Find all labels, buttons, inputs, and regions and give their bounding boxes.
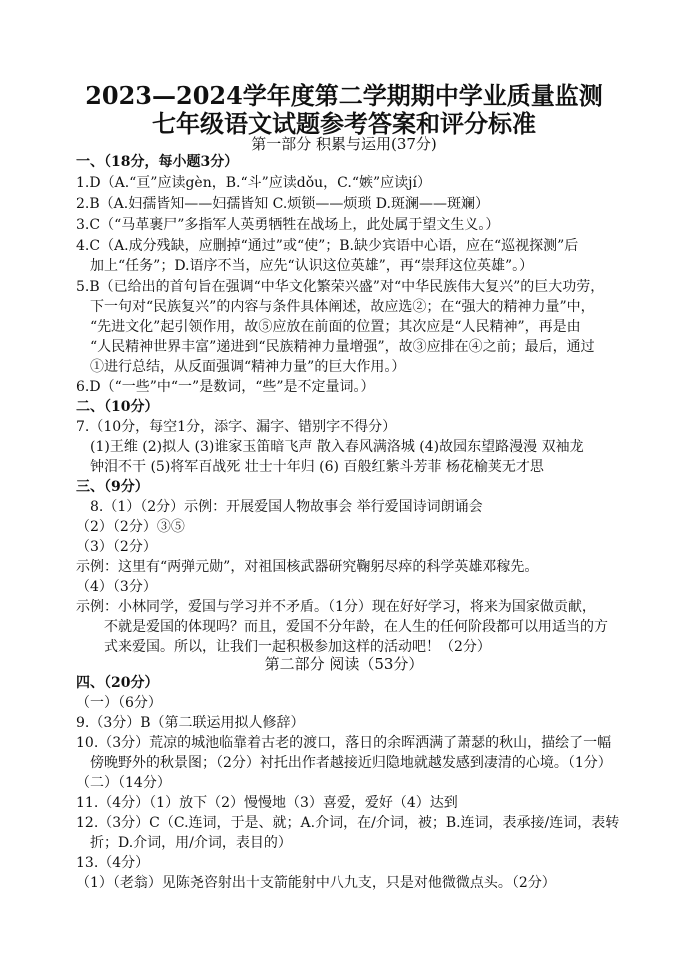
answer-q5-line5: ①进行总结，从反面强调“精神力量”的巨大作用。） xyxy=(90,359,406,375)
subsection-2: （二）（14分） xyxy=(76,775,171,791)
answer-q5-line3: “先进文化”起引领作用，故⑤应放在前面的位置；其次应是“人民精神”，再是由 xyxy=(90,319,581,335)
answer-q11: 11.（4分）（1）放下（2）慢慢地（3）喜爱，爱好（4）达到 xyxy=(76,795,458,811)
answer-q3: 3.C（“马革裹尸”多指军人英勇牺牲在战场上，此处属于望文生义。） xyxy=(76,217,500,233)
subsection-1: （一）（6分） xyxy=(76,695,162,711)
answer-q2: 2.B（A.妇孺皆知——妇孺皆知 C.烦锁——烦琐 D.斑澜——斑斓） xyxy=(76,196,489,212)
part2-heading: 第二部分 阅读（53分） xyxy=(264,655,424,673)
answer-q5-line4: “人民精神世界丰富”递进到“民族精神力量增强”，故③应排在④之前；最后，通过 xyxy=(90,339,595,355)
answer-q13: 13.（4分） xyxy=(76,855,150,871)
answer-q8-2: （2）（2分）③⑤ xyxy=(76,519,185,535)
answer-q4-line2: 加上“任务”；D.语序不当，应先“认识这位英雄”，再“崇拜这位英雄”。） xyxy=(90,258,534,274)
answer-q12-line1: 12.（3分）C（C.连词，于是、就；A.介词，在/介词，被；B.连词，表承接/连词，表转 xyxy=(76,815,620,831)
answer-q7-line1: 7.（10分，每空1分，添字、漏字、错别字不得分） xyxy=(76,419,397,435)
answer-q5-line2: 下一句对“民族复兴”的内容与条件具体阐述，故应选②；在“强大的精神力量”中， xyxy=(90,299,595,315)
title-line-2: 七年级语文试题参考答案和评分标准 xyxy=(152,109,536,138)
answer-q12-line2: 折；D.介词，用/介词，表目的） xyxy=(90,835,292,851)
answer-q10-line1: 10.（3分）荒凉的城池临靠着古老的渡口，落日的余晖洒满了萧瑟的秋山，描绘了一幅 xyxy=(76,735,612,751)
answer-q4-line1: 4.C（A.成分残缺，应删掉“通过”或“使”；B.缺少宾语中心语，应在“巡视探测”后 xyxy=(76,238,579,254)
answer-q9: 9.（3分）B（第二联运用拟人修辞） xyxy=(76,715,305,731)
title-line-1: 2023—2024学年度第二学期期中学业质量监测 xyxy=(85,81,603,110)
section4-heading: 四、（20分） xyxy=(76,675,159,691)
part1-heading: 第一部分 积累与运用(37分) xyxy=(251,135,437,153)
answer-q8-4-line3: 式来爱国。所以，让我们一起积极参加这样的活动吧！（2分） xyxy=(104,639,491,655)
section2-heading: 二、（10分） xyxy=(76,399,159,415)
section3-heading: 三、（9分） xyxy=(76,479,149,495)
answer-q8-1: 8.（1）（2分）示例：开展爱国人物故事会 举行爱国诗词朗诵会 xyxy=(90,499,483,515)
answer-q7-line3: 钟泪不干 (5)将军百战死 壮士十年归 (6) 百般红紫斗芳菲 杨花榆荚无才思 xyxy=(90,459,544,475)
answer-q8-4-line2: 不就是爱国的体现吗？而且，爱国不分年龄，在人生的任何阶段都可以用适当的方 xyxy=(104,619,608,635)
answer-q6: 6.D（“一些”中“一”是数词，“些”是不定量词。） xyxy=(76,379,375,395)
answer-q10-line2: 傍晚野外的秋景图；（2分）衬托出作者越接近归隐地就越发感到凄清的心境。（1分） xyxy=(90,755,612,771)
answer-q13-1: （1）（老翁）见陈尧咨射出十支箭能射中八九支，只是对他微微点头。（2分） xyxy=(76,875,556,891)
answer-q8-4-line1: 示例：小林同学，爱国与学习并不矛盾。（1分）现在好好学习，将来为国家做贡献， xyxy=(76,599,596,615)
answer-q5-line1: 5.B（已给出的首句旨在强调“中华文化繁荣兴盛”对“中华民族伟大复兴”的巨大功劳， xyxy=(76,279,605,295)
answer-q1: 1.D（A.“亘”应读gèn，B.“斗”应读dǒu，C.“嫉”应读jí） xyxy=(76,175,431,191)
answer-q8-4: （4）（3分） xyxy=(76,579,157,595)
answer-q8-3: （3）（2分） xyxy=(76,539,157,555)
answer-q7-line2: (1)王维 (2)拟人 (3)谁家玉笛暗飞声 散入春风满洛城 (4)故园东望路漫漫 双袖龙 xyxy=(90,439,584,455)
section1-heading: 一、（18分，每小题3分） xyxy=(76,154,239,170)
answer-q8-3-example: 示例：这里有“两弹元勋”，对祖国核武器研究鞠躬尽瘁的科学英雄邓稼先。 xyxy=(76,559,539,575)
